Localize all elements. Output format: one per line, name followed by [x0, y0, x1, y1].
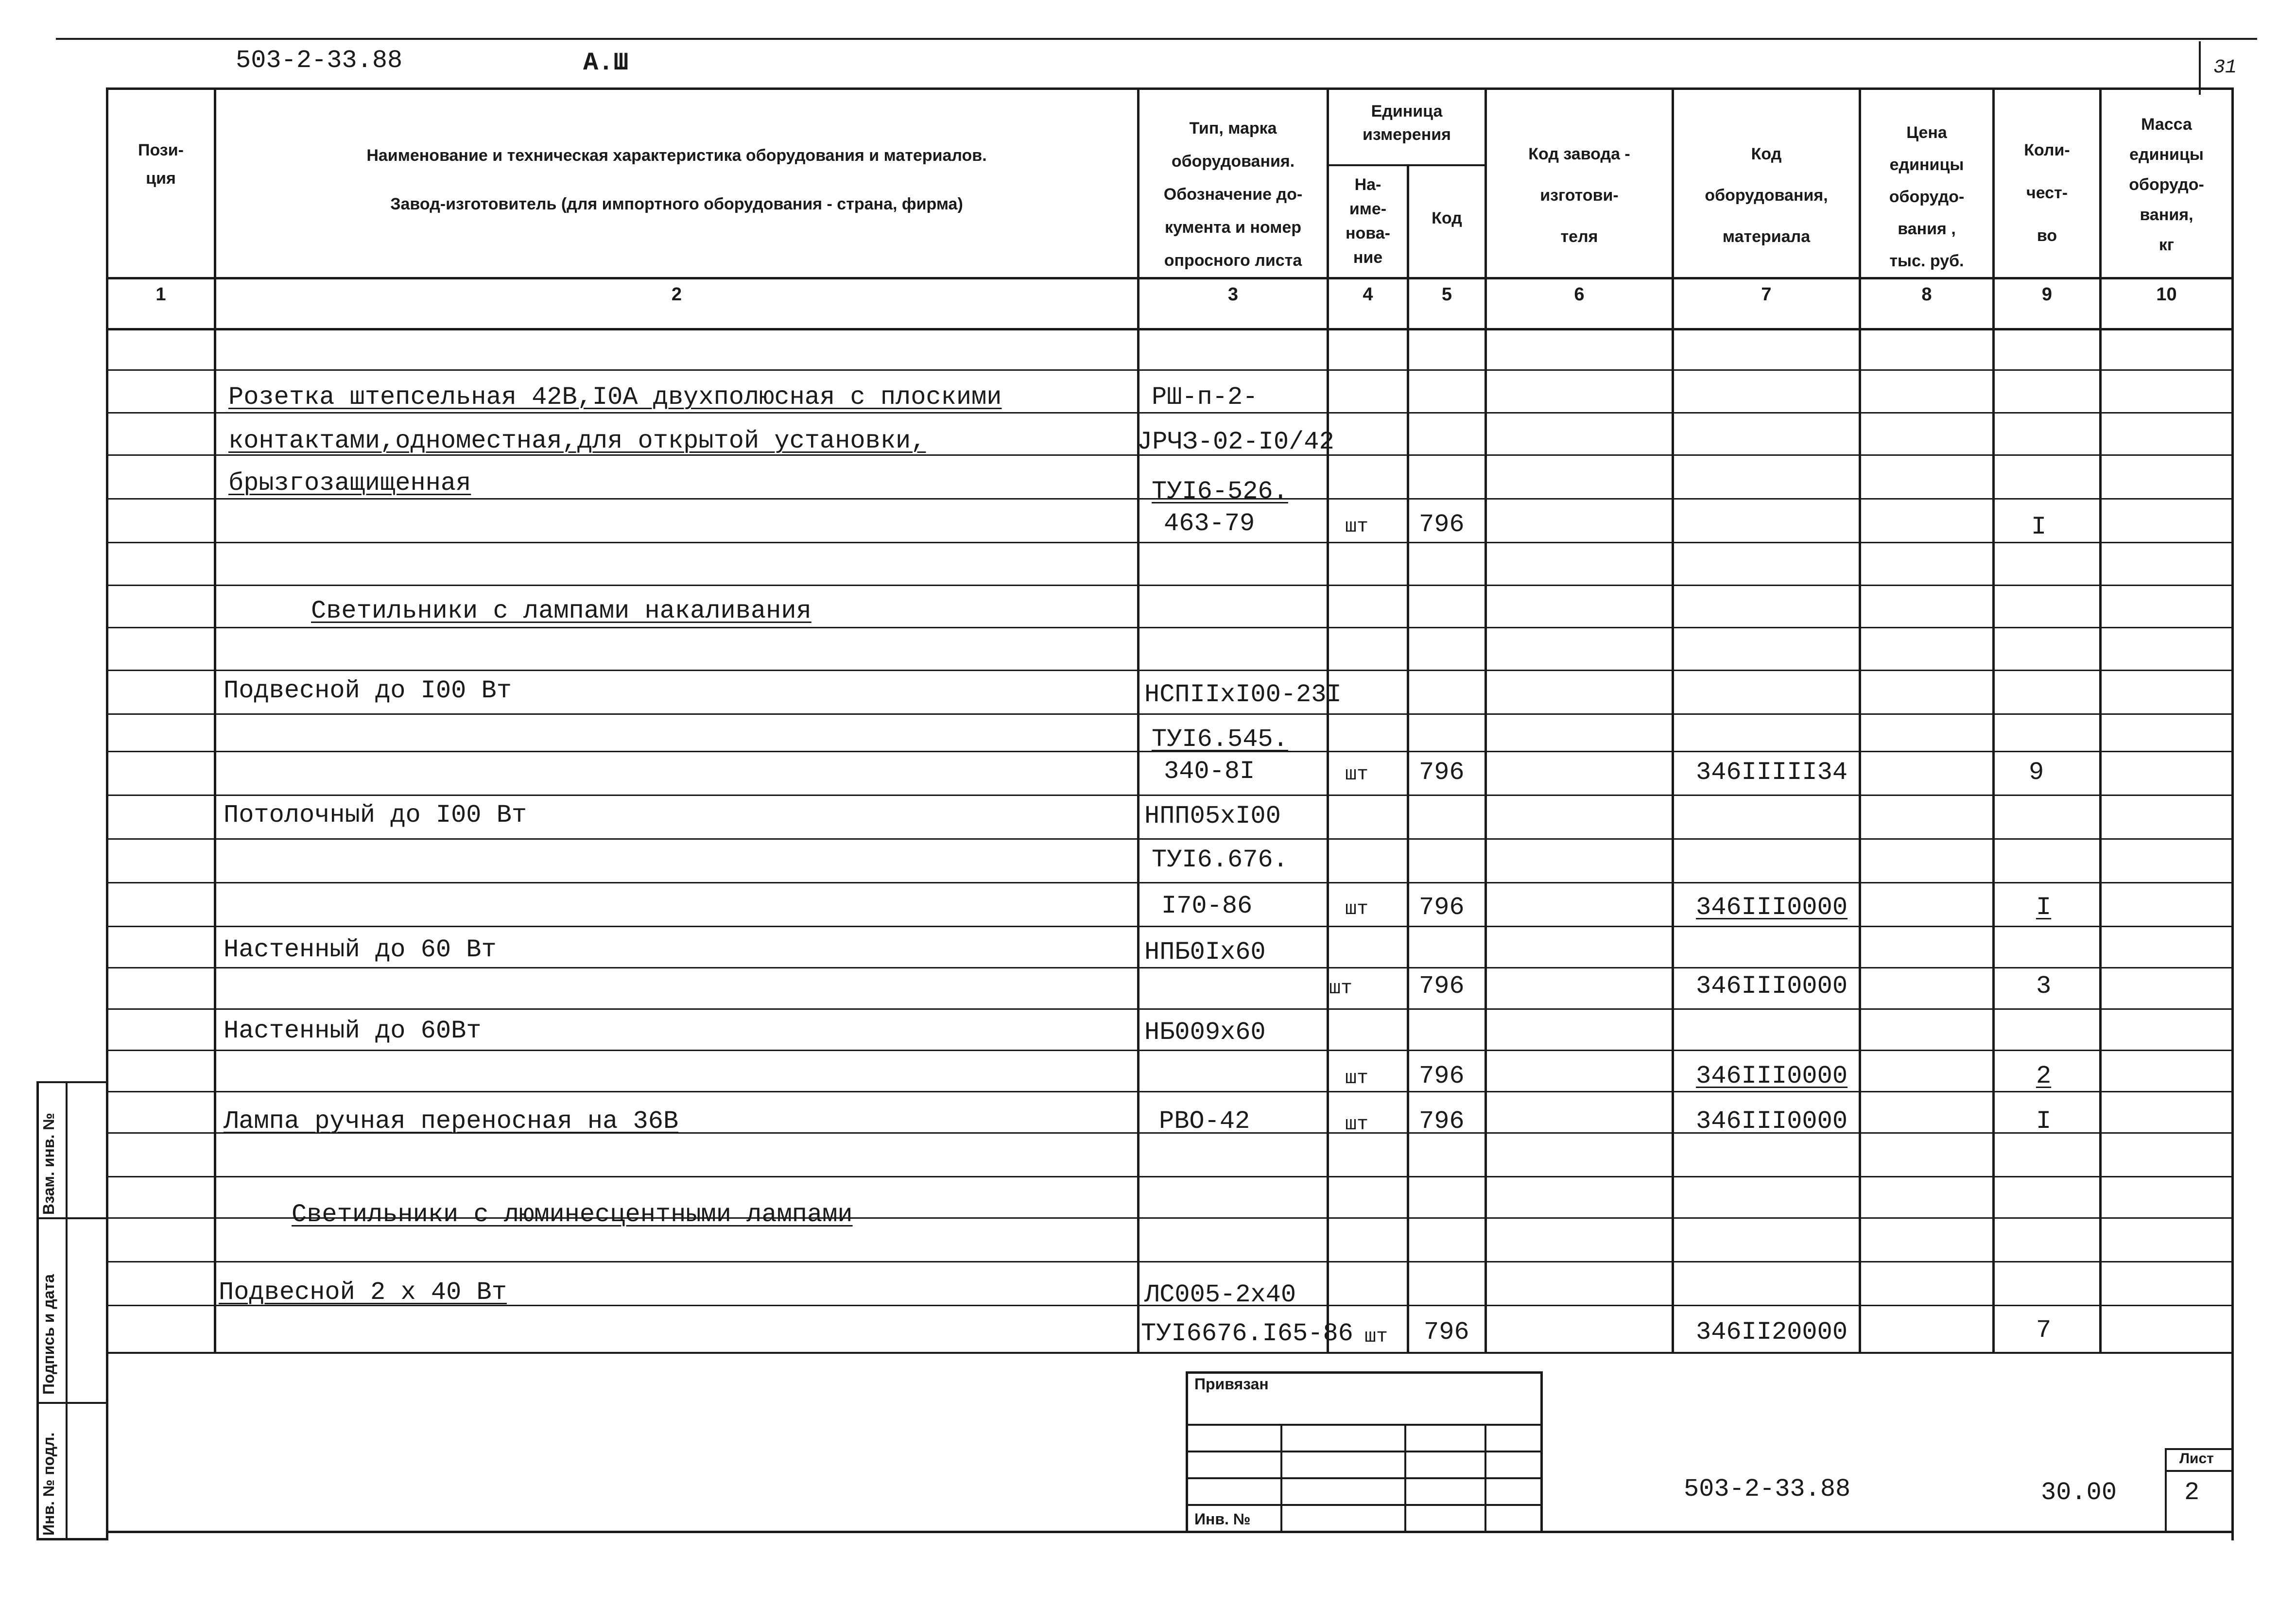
item-type: ТУI6.676. [1152, 846, 1288, 874]
item-type: ТУI6-526. [1152, 477, 1288, 506]
sidebar-replace-inv: Взам. инв. № [40, 1113, 57, 1215]
item-material-code: 346III0000 [1696, 972, 1848, 1001]
item-unit-code: 796 [1419, 1107, 1465, 1136]
header-quantity: Коли- чест- во [2024, 141, 2070, 245]
item-quantity: 7 [2036, 1316, 2052, 1345]
stamp-inv-label: Инв. № [1194, 1510, 1251, 1528]
item-unit: шт [1345, 516, 1369, 538]
item-unit: шт [1345, 899, 1369, 920]
item-type: НБ009х60 [1144, 1018, 1266, 1047]
stamp-doc-code: 503-2-33.88 [1684, 1475, 1851, 1503]
item-name: Подвесной до I00 Вт [224, 676, 512, 705]
header-unit: Единица измерения [1363, 102, 1451, 144]
item-type: ЈРЧЗ-02-I0/42 [1137, 428, 1334, 456]
item-type: ТУI6676.I65-86 [1141, 1319, 1353, 1348]
item-unit: шт [1345, 1068, 1369, 1089]
item-quantity: 2 [2036, 1062, 2052, 1090]
header-mass: Масса единицы оборудо- вания, кг [2129, 115, 2204, 254]
header-unit-code: Код [1432, 209, 1462, 227]
item-quantity: 9 [2029, 758, 2044, 787]
page-number: 31 [2213, 57, 2237, 79]
col-number-6: 6 [1574, 284, 1585, 305]
item-unit-code: 796 [1419, 972, 1465, 1001]
item-quantity: I [2036, 1107, 2052, 1136]
item-type: ТУI6.545. [1152, 725, 1288, 754]
item-unit-code: 796 [1419, 510, 1465, 539]
header-name: Наименование и техническая характеристика оборудования и материалов. Завод-изготовитель (для импортного оборудования - страна, фирма) [366, 146, 987, 213]
item-name: Подвесной 2 х 40 Вт [219, 1278, 507, 1307]
col-number-5: 5 [1441, 284, 1452, 305]
section-heading: Светильники с люминесцентными лампами [292, 1200, 853, 1229]
item-type: РВО-42 [1159, 1107, 1250, 1136]
col-number-8: 8 [1921, 284, 1932, 305]
header-price: Цена единицы оборудо- вания , тыс. руб. [1889, 123, 1965, 270]
item-unit-code: 796 [1419, 1062, 1465, 1090]
col-number-7: 7 [1761, 284, 1772, 305]
item-name: Розетка штепсельная 42В,I0А двухполюсная с плоскими [228, 383, 1002, 412]
stamp-sheet-number: 2 [2184, 1478, 2200, 1507]
sidebar-inv-original: Инв. № подл. [40, 1432, 57, 1536]
item-quantity: I [2036, 893, 2052, 922]
item-unit-code: 796 [1419, 758, 1465, 787]
item-type: I70-86 [1161, 892, 1253, 920]
doc-code-top: 503-2-33.88 [236, 46, 403, 75]
item-material-code: 346IIIII34 [1696, 758, 1848, 787]
item-material-code: 346III0000 [1696, 1107, 1848, 1136]
item-type: НПП05хI00 [1144, 802, 1281, 830]
item-unit-code: 796 [1424, 1318, 1469, 1347]
item-type: РШ-п-2- [1152, 383, 1258, 412]
header-material-code: Код оборудования, материала [1705, 145, 1828, 246]
item-unit: шт [1345, 764, 1369, 786]
header-unit-name: На- име- нова- ние [1346, 175, 1390, 267]
item-name: брызгозащищенная [228, 469, 471, 498]
stamp-format: 30.00 [2041, 1478, 2117, 1507]
item-material-code: 346III0000 [1696, 1062, 1848, 1090]
format-top: А.Ш [583, 49, 629, 77]
item-quantity: I [2031, 513, 2047, 541]
item-name: Потолочный до I00 Вт [224, 801, 527, 829]
col-number-1: 1 [155, 284, 166, 305]
header-factory-code: Код завода - изготови- теля [1528, 145, 1630, 246]
item-material-code: 346II20000 [1696, 1318, 1848, 1347]
item-type: ЛС005-2х40 [1144, 1280, 1296, 1309]
stamp-sheet-label: Лист [2179, 1451, 2214, 1467]
item-material-code: 346III0000 [1696, 893, 1848, 922]
header-position: Пози- ция [138, 141, 184, 188]
item-unit-code: 796 [1419, 893, 1465, 922]
header-type: Тип, марка оборудования. Обозначение до- кумента и номер опросного листа [1163, 119, 1303, 270]
col-number-2: 2 [671, 284, 682, 305]
item-name: контактами,одноместная,для открытой установки, [228, 427, 926, 455]
item-unit: шт [1345, 1114, 1369, 1136]
item-type: НСПIIхI00-23I [1144, 680, 1342, 709]
item-name: Настенный до 60 Вт [224, 935, 497, 964]
sidebar-signature-date: Подпись и дата [40, 1274, 57, 1395]
item-unit: шт [1364, 1326, 1388, 1348]
item-unit: шт [1329, 978, 1353, 1000]
section-heading: Светильники с лампами накаливания [311, 597, 811, 625]
item-quantity: 3 [2036, 972, 2052, 1001]
col-number-9: 9 [2041, 284, 2053, 305]
col-number-4: 4 [1363, 284, 1373, 305]
item-name: Настенный до 60Вт [224, 1017, 482, 1045]
item-name: Лампа ручная переносная на 36В [224, 1107, 679, 1136]
item-type: НПБ0Iх60 [1144, 938, 1266, 967]
item-type: 463-79 [1164, 509, 1255, 538]
col-number-3: 3 [1227, 284, 1239, 305]
stamp-linked-label: Привязан [1194, 1375, 1269, 1393]
item-type: 340-8I [1164, 757, 1255, 786]
col-number-10: 10 [2156, 284, 2177, 305]
